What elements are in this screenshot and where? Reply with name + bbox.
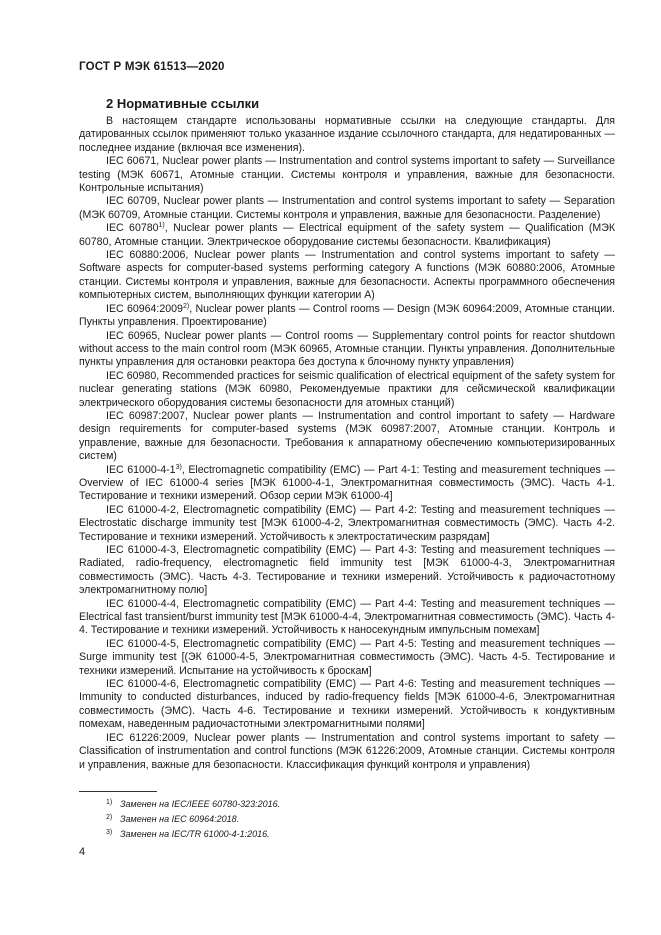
ref-iec-60880: IEC 60880:2006, Nuclear power plants — Instrumentation and control systems important to safety — Software aspects for computer-based systems performing category A functions (МЭК 60880:2006, Атомные станции. Системы контроля и управления, важные для безопасности. Аспекты программного обеспечения компьютерных систем, выполняющих функции категории А) [79,249,615,302]
ref-iec-61000-4-6: IEC 61000-4-6, Electromagnetic compatibility (EMC) — Part 4-6: Testing and measurement techniques — Immunity to conducted disturbances, induced by radio-frequency fields [МЭК 61000-4-6, Электромагнитная совместимость (ЭМС). Часть 4-6. Тестирование и техники измерений. Устойчивость к кондуктивным помехам, наведенным радиочастотными электромагнитными полями] [79,678,615,731]
intro-paragraph: В настоящем стандарте использованы нормативные ссылки на следующие стандарты. Для датированных ссылок применяют только указанное издание ссылочного стандарта, для недатированных — последнее издание (включая все изменения). [79,115,615,154]
section-title: 2 Нормативные ссылки [106,96,260,111]
ref-iec-60671: IEC 60671, Nuclear power plants — Instrumentation and control systems important to safety — Surveillance testing (МЭК 60671, Атомные станции. Системы контроля и управления, важные для безопасности. Контрольные испытания) [79,155,615,195]
footnote-mark: 3) [106,829,113,836]
footnote-divider [79,791,157,792]
footnote-ref: 2) [182,302,190,310]
ref-code: IEC 60964:2009 [106,302,183,315]
ref-iec-61000-4-1 [79,464,615,504]
footnote-item [106,797,280,812]
ref-iec-61000-4-3: IEC 61000-4-3, Electromagnetic compatibility (EMC) — Part 4-3: Testing and measurement techniques — Radiated, radio-frequency, electromagnetic field immunity test [МЭК 61000-4-3, Электромагнитная совместимость (ЭМС). Часть 4-3. Тестирование и техники измерений. Устойчивость к радиочастотному электромагнитному полю] [79,544,615,597]
ref-iec-61000-4-5: IEC 61000-4-5, Electromagnetic compatibility (EMC) — Part 4-5: Testing and measurement techniques — Surge immunity test [(ЭК 61000-4-5, Электромагнитная совместимость (ЭМС). Часть 4-5. Тестирование и техники измерений. Испытание на устойчивость к броскам] [79,637,615,677]
page-number: 4 [79,846,86,858]
footnote-item [106,827,280,842]
ref-iec-60965: IEC 60965, Nuclear power plants — Control rooms — Supplementary control points for reactor shutdown without access to the main control room (МЭК 60965, Атомные станции. Пункты управления. Дополнительные пункты управления для остановки реактора без доступа к блочному пункту управления) [79,329,615,369]
footnotes [106,797,280,842]
ref-iec-60780 [79,222,615,249]
ref-code: IEC 61000-4-1 [106,463,176,476]
document-header: ГОСТ Р МЭК 61513—2020 [79,61,225,73]
ref-text: , Electromagnetic compatibility (EMC) — Part 4-1: Testing and measurement techniques — Overview of IEC 61000-4 series [МЭК 61000-4-1, Электромагнитная совместимость (ЭМС). Часть 4-1. Тестирование и техники измерений. Обзор серии МЭК 61000-4] [79,463,616,503]
references-body [79,115,615,772]
footnote-text: Заменен на IEC/TR 61000-4-1:2016. [120,829,270,839]
ref-iec-61000-4-2: IEC 61000-4-2, Electromagnetic compatibility (EMC) — Part 4-2: Testing and measurement techniques — Electrostatic discharge immunity test [МЭК 61000-4-2, Электромагнитная совместимость (ЭМС). Часть 4-2. Тестирование и техники измерений. Устойчивость к электростатическим разрядам] [79,503,615,543]
footnote-mark: 1) [106,799,113,806]
footnote-text: Заменен на IEC/IEEE 60780-323:2016. [120,799,281,809]
footnote-ref: 3) [175,463,182,471]
footnote-ref: 1) [158,222,165,230]
footnote-mark: 2) [106,814,113,821]
ref-code: IEC 60780 [106,222,159,235]
ref-iec-60709: IEC 60709, Nuclear power plants — Instrumentation and control systems important to safety — Separation (МЭК 60709, Атомные станции. Системы контроля и управления, важные для безопасности. Разделение) [79,195,615,221]
ref-text: , Nuclear power plants — Electrical equipment of the safety system — Qualification (МЭК 60780, Атомные станции. Электрическое оборудование системы безопасности. Квалификация) [79,222,616,248]
ref-iec-61000-4-4: IEC 61000-4-4, Electromagnetic compatibility (EMC) — Part 4-4: Testing and measurement techniques — Electrical fast transient/burst immunity test [МЭК 61000-4-4, Электромагнитная совместимость (ЭМС). Часть 4-4. Тестирование и техники измерений. Устойчивость к наносекундным импульсным помехам] [79,597,615,637]
ref-iec-60964 [79,303,615,330]
ref-iec-61226: IEC 61226:2009, Nuclear power plants — Instrumentation and control systems important to safety — Classification of instrumentation and control functions (МЭК 61226:2009, Атомные станции. Системы контроля и управления, важные для безопасности. Классификация функций контроля и управления) [79,731,615,771]
footnote-text: Заменен на IEC 60964:2018. [120,814,240,824]
ref-text: , Nuclear power plants — Control rooms — Design (МЭК 60964:2009, Атомные станции. Пункты управления. Проектирование) [79,302,616,329]
ref-iec-60987: IEC 60987:2007, Nuclear power plants — Instrumentation and control important to safety — Hardware design requirements for computer-based systems (МЭК 60987:2007, Атомные станции. Контроль и управление, важные для безопасности. Требования к аппаратному обеспечению компьютеризированных систем) [79,409,615,463]
ref-iec-60980: IEC 60980, Recommended practices for seismic qualification of electrical equipment of the safety system for nuclear generating stations (МЭК 60980, Рекомендуемые практики для сейсмической квалификации электрического оборудования системы безопасности для атомных станций) [79,369,615,409]
footnote-item [106,812,280,827]
